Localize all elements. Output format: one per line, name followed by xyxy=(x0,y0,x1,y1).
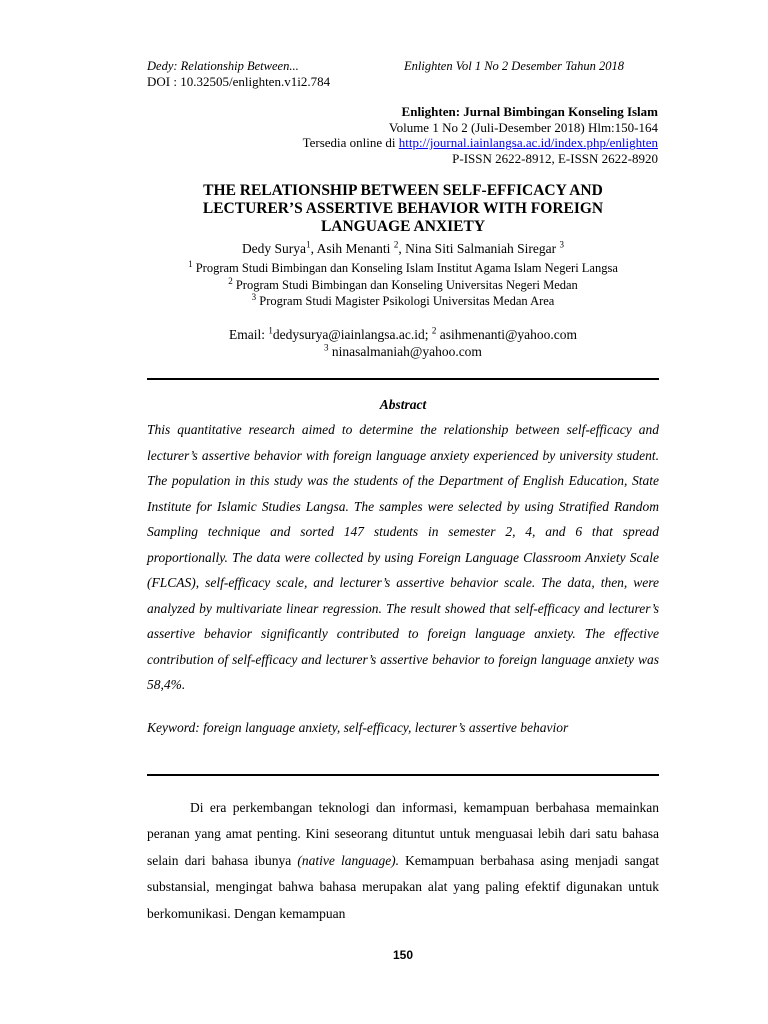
author-1: Dedy Surya xyxy=(241,241,307,256)
email-line-1 xyxy=(147,326,659,343)
paper-title xyxy=(147,182,659,236)
divider-top xyxy=(147,378,659,380)
affil-text: Program Studi Bimbingan dan Konseling Universitas Negeri Medan xyxy=(232,277,578,292)
journal-url-link[interactable]: http://journal.iainlangsa.ac.id/index.php/enlighten xyxy=(398,135,658,151)
journal-online xyxy=(303,135,658,151)
title-line: THE RELATIONSHIP BETWEEN SELF-EFFICACY AND xyxy=(203,182,603,199)
email-2: asihmenanti@yahoo.com xyxy=(436,327,578,342)
email-1: dedysurya@iainlangsa.ac.id; xyxy=(272,327,432,342)
body-text: Di era perkembangan teknologi dan informasi, kemampuan berbahasa memainkan peranan yang amat penting. Kini seseorang dituntut untuk menguasai lebih dari satu bahasa selain dari bahasa ibunya xyxy=(147,800,659,868)
keywords: Keyword: foreign language anxiety, self-efficacy, lecturer’s assertive behavior xyxy=(147,720,569,735)
author-3: , Nina Siti Salmaniah Siregar xyxy=(398,241,560,256)
affiliation-2 xyxy=(147,277,659,294)
author-2: , Asih Menanti xyxy=(310,241,394,256)
abstract-heading: Abstract xyxy=(379,397,427,412)
journal-name: Enlighten: Jurnal Bimbingan Konseling Islam xyxy=(401,104,658,119)
divider-bottom xyxy=(147,774,659,776)
author-2-affil: 2 xyxy=(393,239,399,250)
page-number: 150 xyxy=(392,948,414,962)
email-num: 3 xyxy=(324,342,329,353)
running-header-left: Dedy: Relationship Between... xyxy=(147,59,299,73)
affil-text: Program Studi Bimbingan dan Konseling Islam Institut Agama Islam Negeri Langsa xyxy=(192,261,618,275)
affiliations xyxy=(147,260,659,310)
journal-volume: Volume 1 No 2 (Juli-Desember 2018) Hlm:150-164 xyxy=(388,119,658,135)
author-1-affil: 1 xyxy=(306,239,311,250)
journal-issn: P-ISSN 2622-8912, E-ISSN 2622-8920 xyxy=(452,150,658,166)
affil-num: 1 xyxy=(188,258,193,269)
online-prefix: Tersedia online di xyxy=(302,135,399,151)
author-3-affil: 3 xyxy=(559,239,565,250)
email-num: 1 xyxy=(268,325,273,336)
authors xyxy=(147,241,659,257)
abstract-text: This quantitative research aimed to determine the relationship between self-efficacy and lecturer’s assertive behavior with foreign language anxiety experienced by university student. The population in this study was the students of the Department of English Education, State Institute for Islamic Studies Langsa. The samples were selected by using Stratified Random Sampling technique and sorted 147 students in semester 2, 4, and 6 that spread proportionally. The data were collected by using Foreign Language Classroom Anxiety Scale (FLCAS), self-efficacy scale, and lecturer’s assertive behavior scale. The data, then, were analyzed by multivariate linear regression. The result showed that self-efficacy and lecturer’s assertive behavior significantly contributed to foreign language anxiety. The effective contribution of self-efficacy and lecturer’s assertive behavior to foreign language anxiety was 58,4%. xyxy=(147,422,659,692)
affil-num: 2 xyxy=(228,275,233,286)
body-paragraph xyxy=(147,795,659,927)
body-text-italic: (native language). xyxy=(297,852,400,868)
email-3: ninasalmaniah@yahoo.com xyxy=(328,344,482,359)
running-header-right: Enlighten Vol 1 No 2 Desember Tahun 2018 xyxy=(404,59,625,73)
affiliation-3 xyxy=(147,293,659,310)
doi: DOI : 10.32505/enlighten.v1i2.784 xyxy=(147,74,331,89)
affil-text: Program Studi Magister Psikologi Universitas Medan Area xyxy=(256,294,555,308)
journal-info xyxy=(303,104,658,166)
email-num: 2 xyxy=(431,325,437,336)
affiliation-1 xyxy=(147,260,659,277)
body-text: Kemampuan berbahasa asing menjadi sangat substansial, mengingat bahwa bahasa merupakan alat yang paling efektif digunakan untuk berkomunikasi. Dengan kemampuan xyxy=(147,852,659,921)
title-line: LECTURER’S ASSERTIVE BEHAVIOR WITH FOREIGN xyxy=(202,200,604,217)
affil-num: 3 xyxy=(251,291,257,302)
title-line: LANGUAGE ANXIETY xyxy=(320,218,486,235)
emails xyxy=(147,326,659,360)
email-line-2 xyxy=(147,343,659,360)
email-prefix: Email: xyxy=(228,327,269,342)
